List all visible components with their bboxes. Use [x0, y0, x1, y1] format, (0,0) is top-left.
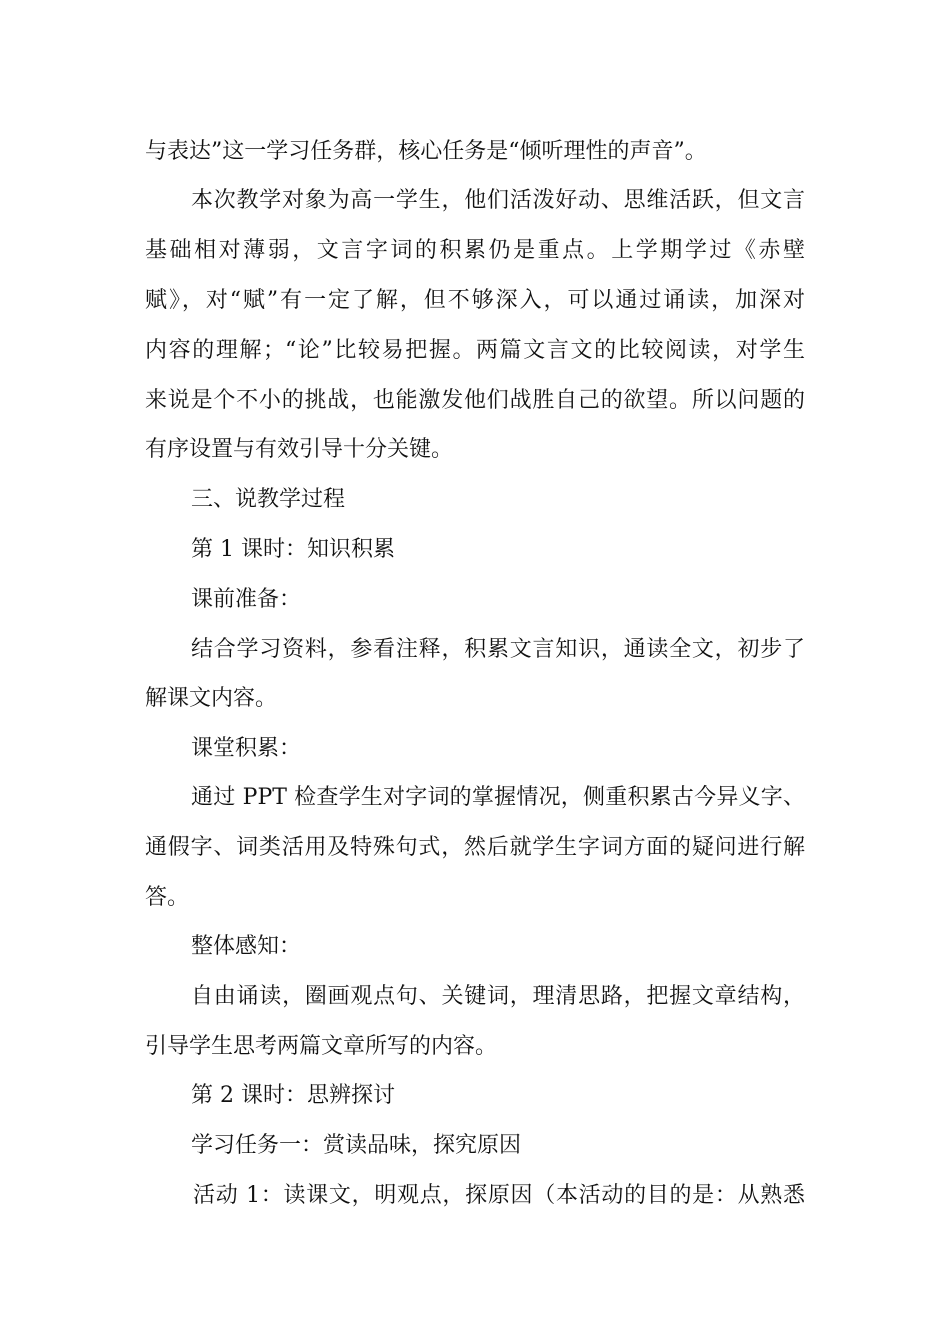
paragraph-line: 答。: [145, 885, 190, 910]
paragraph-line: 内容的理解；“论”比较易把握。两篇文言文的比较阅读，对学生: [145, 338, 805, 363]
paragraph-line: 引导学生思考两篇文章所写的内容。: [145, 1034, 498, 1059]
paragraph-line: 基础相对薄弱，文言字词的积累仍是重点。上学期学过《赤壁: [145, 238, 805, 263]
paragraph-line: 来说是个不小的挑战，也能激发他们战胜自己的欲望。所以问题的: [145, 388, 805, 413]
lesson-heading: 第 1 课时：知识积累: [191, 537, 395, 562]
paragraph-line: 活动 1：读课文，明观点，探原因（本活动的目的是：从熟悉: [193, 1183, 805, 1208]
paragraph-line: 自由诵读，圈画观点句、关键词，理清思路，把握文章结构，: [191, 984, 805, 1009]
paragraph-line: 结合学习资料，参看注释，积累文言知识，通读全文，初步了: [191, 637, 805, 662]
subheading: 课前准备：: [191, 587, 302, 612]
paragraph-line: 与表达”这一学习任务群，核心任务是“倾听理性的声音”。: [145, 139, 707, 164]
paragraph-line: 解课文内容。: [145, 686, 278, 711]
paragraph-line: 有序设置与有效引导十分关键。: [145, 437, 454, 462]
paragraph-line: 通过 PPT 检查学生对字词的掌握情况，侧重积累古今异义字、: [191, 785, 805, 810]
paragraph-line: 本次教学对象为高一学生，他们活泼好动、思维活跃，但文言: [191, 188, 805, 213]
section-heading: 三、说教学过程: [191, 487, 346, 512]
paragraph-line: 通假字、词类活用及特殊句式，然后就学生字词方面的疑问进行解: [145, 835, 805, 860]
lesson-heading: 第 2 课时：思辨探讨: [191, 1083, 395, 1108]
paragraph-line: 赋》，对“赋”有一定了解，但不够深入，可以通过诵读，加深对: [145, 288, 805, 313]
subheading: 课堂积累：: [191, 736, 302, 761]
task-heading: 学习任务一：赏读品味，探究原因: [191, 1133, 522, 1158]
subheading: 整体感知：: [191, 934, 302, 959]
